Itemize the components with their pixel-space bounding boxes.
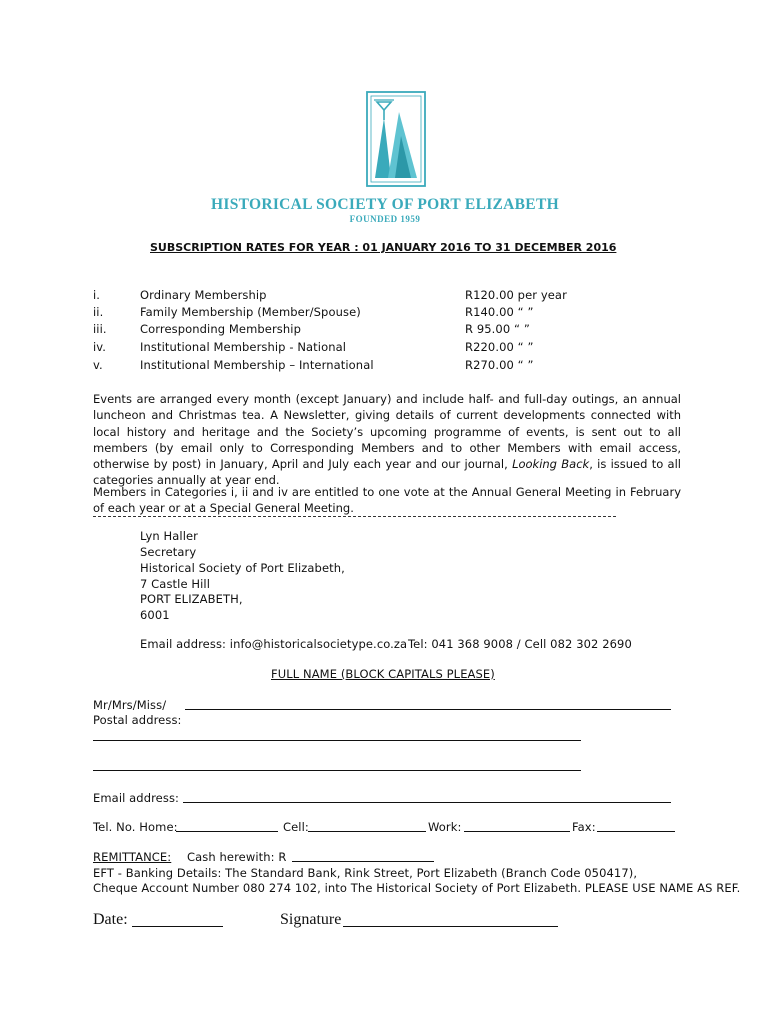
cell-field-line[interactable]	[308, 831, 426, 832]
rate-number: i.	[93, 288, 101, 302]
postal-field-line-2[interactable]	[93, 770, 581, 771]
tel-home-label: Tel. No. Home:	[93, 820, 178, 834]
postal-label: Postal address:	[93, 713, 182, 727]
cell-label: Cell:	[283, 820, 309, 834]
date-field-line[interactable]	[132, 926, 223, 927]
work-field-line[interactable]	[464, 831, 570, 832]
contact-org: Historical Society of Port Elizabeth,	[140, 561, 345, 575]
cash-amount-line[interactable]	[292, 861, 434, 862]
rate-price: R220.00 “ ”	[465, 340, 534, 354]
events-text: Events are arranged every month (except January) and include half- and full-day outings, an annual luncheon and Christmas tea. A Newsletter, giving details of current developments connected with local history and heritage and the Society’s upcoming programme of events, is sent out to all members (by email only to Corresponding Members and to other Members with email access, otherwise by post) in January, April and July each year and our journal,	[93, 392, 681, 472]
email-label: Email address:	[93, 791, 180, 805]
title-label: Mr/Mrs/Miss/	[93, 698, 167, 712]
work-label: Work:	[428, 820, 462, 834]
rate-label: Family Membership (Member/Spouse)	[140, 305, 361, 319]
events-text-end: , is issued to all categories annually at year end.	[93, 457, 681, 488]
date-label: Date:	[93, 911, 128, 928]
rate-label: Institutional Membership - National	[140, 340, 347, 354]
rate-number: v.	[93, 358, 103, 372]
rate-label: Institutional Membership – International	[140, 358, 374, 372]
rate-number: iv.	[93, 340, 107, 354]
org-name: HISTORICAL SOCIETY OF PORT ELIZABETH	[211, 196, 559, 213]
journal-title: Looking Back	[512, 457, 590, 472]
rate-number: ii.	[93, 305, 104, 319]
voting-paragraph: Members in Categories i, ii and iv are entitled to one vote at the Annual General Meeting in February of each year or at a Special General Meeting.	[93, 485, 681, 516]
cheque-details: Cheque Account Number 080 274 102, into The Historical Society of Port Elizabeth. PLEASE USE NAME AS REF.	[93, 881, 741, 895]
fax-field-line[interactable]	[597, 831, 675, 832]
contact-email: Email address: info@historicalsocietype.co.za	[140, 637, 408, 651]
signature-label: Signature	[280, 911, 342, 928]
rate-label: Corresponding Membership	[140, 322, 301, 336]
name-field-line[interactable]	[185, 709, 671, 710]
org-founded: FOUNDED 1959	[349, 214, 421, 224]
contact-postcode: 6001	[140, 608, 170, 622]
rate-price: R270.00 “ ”	[465, 358, 534, 372]
contact-role: Secretary	[140, 545, 197, 559]
full-name-heading: FULL NAME (BLOCK CAPITALS PLEASE)	[271, 667, 495, 681]
contact-phone: Tel: 041 368 9008 / Cell 082 302 2690	[408, 637, 632, 651]
dashed-divider	[93, 516, 616, 517]
eft-details: EFT - Banking Details: The Standard Bank, Rink Street, Port Elizabeth (Branch Code 050417),	[93, 866, 638, 880]
contact-city: PORT ELIZABETH,	[140, 592, 243, 606]
rate-number: iii.	[93, 322, 107, 336]
signature-field-line[interactable]	[343, 926, 558, 927]
cash-herewith: Cash herewith: R	[187, 850, 287, 864]
contact-street: 7 Castle Hill	[140, 577, 211, 591]
rate-price: R120.00 per year	[465, 288, 567, 302]
page-title: SUBSCRIPTION RATES FOR YEAR : 01 JANUARY 2016 TO 31 DECEMBER 2016	[150, 241, 617, 254]
postal-field-line-1[interactable]	[93, 740, 581, 741]
tel-home-field-line[interactable]	[176, 831, 278, 832]
rate-price: R140.00 “ ”	[465, 305, 534, 319]
remittance-label: REMITTANCE:	[93, 850, 172, 864]
events-paragraph	[93, 391, 681, 489]
email-field-line[interactable]	[183, 802, 671, 803]
rate-label: Ordinary Membership	[140, 288, 267, 302]
rate-price: R 95.00 “ ”	[465, 322, 530, 336]
contact-name: Lyn Haller	[140, 529, 198, 543]
fax-label: Fax:	[572, 820, 596, 834]
society-logo	[365, 90, 427, 192]
